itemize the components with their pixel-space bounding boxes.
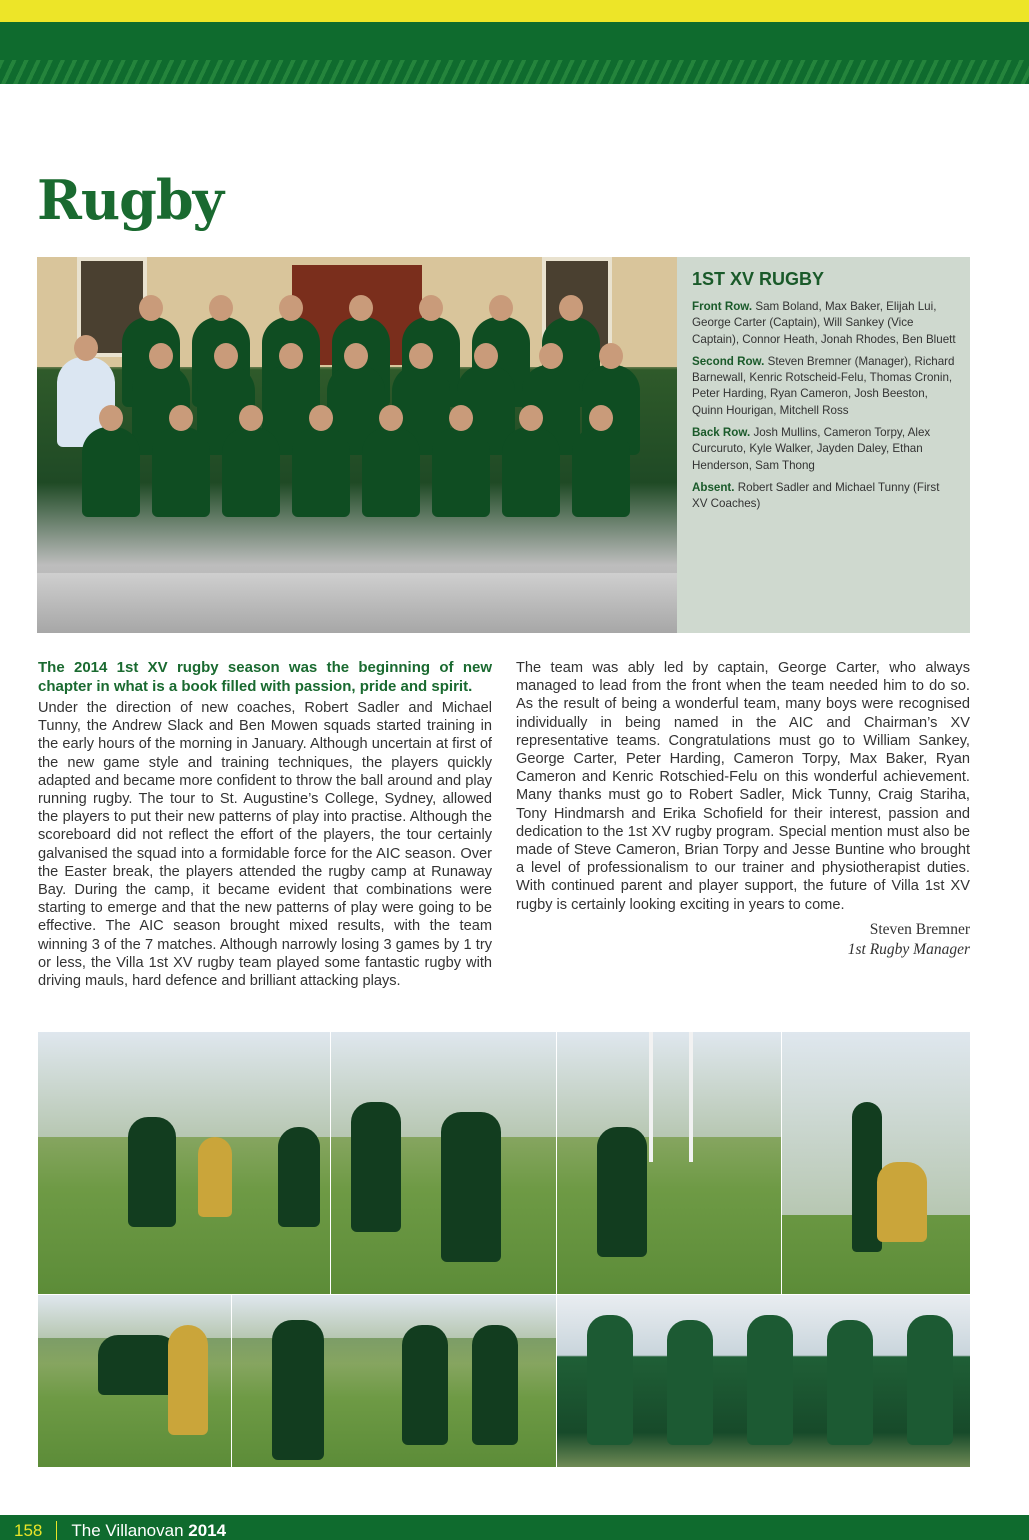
front-row-names: Sam Boland, Max Baker, Elijah Lui, George Carter (Captain), Will Sankey (Vice Captain), Connor Heath, Jonah Rhodes, Ben Bluett: [692, 300, 956, 346]
player-figure: [222, 427, 280, 517]
ball-carrier-figure: [441, 1112, 501, 1262]
article-right-column: [516, 659, 970, 960]
action-photo-4: [782, 1032, 970, 1294]
student-figure: [747, 1315, 793, 1445]
runner-figure: [128, 1117, 176, 1227]
action-photo-6: [232, 1295, 556, 1467]
player-figure: [572, 427, 630, 517]
kicker-figure: [597, 1127, 647, 1257]
player-rows: [57, 317, 657, 577]
runner-figure: [278, 1127, 320, 1227]
player-figure: [272, 1320, 324, 1460]
page-footer: [14, 1521, 226, 1540]
author-name: Steven Bremner: [869, 920, 970, 938]
player-figure: [152, 427, 210, 517]
action-photo-3: [557, 1032, 781, 1294]
player-figure: [82, 427, 140, 517]
absent-names: Robert Sadler and Michael Tunny (First XV Coaches): [692, 480, 940, 511]
opponent-figure: [877, 1162, 927, 1242]
action-photo-2: [331, 1032, 556, 1294]
article-left-body: Under the direction of new coaches, Robert Sadler and Michael Tunny, the Andrew Slack and Ben Mowen squads started training in the early hours of the morning in January. Although uncertain at first of the new game style and training techniques, the players quickly adapted and became more confident to throw the ball around and play running rugby. The tour to St. Augustine’s College, Sydney, allowed the players to put their new patterns of play into practise. Although the scoreboard did not reflect the effort of the players, the tour certainly galvanised the squad into a formidable force for the AIC season. Over the Easter break, the players attended the rugby camp at Runaway Bay. During the camp, it became evident that combinations were starting to emerge and that the new patterns of play were going to be effective. The AIC season brought mixed results, with the team winning 3 of the 7 matches. Although narrowly losing 3 games by 1 try or less, the Villa 1st XV rugby team played some fantastic rugby with driving mauls, hard defence and brilliant attacking plays.: [38, 700, 492, 990]
student-figure: [907, 1315, 953, 1445]
player-figure: [432, 427, 490, 517]
goal-post: [649, 1032, 653, 1162]
page-title: Rugby: [37, 168, 224, 232]
signature-block: [516, 920, 970, 960]
author-role: 1st Rugby Manager: [847, 940, 970, 958]
player-figure: [502, 427, 560, 517]
roster-back-row: [692, 425, 956, 474]
top-green-band: [0, 22, 1029, 84]
player-figure: [402, 1325, 448, 1445]
blazer-group-photo: [557, 1295, 970, 1467]
student-figure: [587, 1315, 633, 1445]
student-figure: [667, 1320, 713, 1445]
roster-heading: 1ST XV RUGBY: [692, 269, 825, 289]
tackle-figure: [98, 1335, 178, 1395]
action-photo-5: [38, 1295, 231, 1467]
opponent-figure: [198, 1137, 232, 1217]
opponent-figure: [168, 1325, 208, 1435]
action-photo-1: [38, 1032, 330, 1294]
roster-second-row: [692, 354, 956, 419]
second-row-names: Steven Bremner (Manager), Richard Barnewall, Kenric Rotscheid-Felu, Thomas Cronin, Peter Harding, Ryan Cameron, Josh Beeston, Quinn Hourigan, Mitchell Ross: [692, 354, 955, 417]
player-figure: [351, 1102, 401, 1232]
publication-name: The Villanovan: [71, 1521, 184, 1540]
player-figure: [292, 427, 350, 517]
stripe-pattern: [0, 60, 1029, 84]
roster-front-row: [692, 299, 956, 348]
student-figure: [827, 1320, 873, 1445]
publication-year: 2014: [188, 1521, 227, 1540]
roster-absent: [692, 480, 956, 513]
article-right-body: The team was ably led by captain, George Carter, who always managed to lead from the front when the team needed him to do so. As the result of being a wonderful team, many boys were recognised individually in being named in the AIC and Chairman’s XV representative teams. Congratulations must go to William Sankey, George Carter, Peter Harding, Cameron Torpy, Max Baker, Ryan Cameron and Kenric Rotschied-Felu on this wonderful achievement. Many thanks must go to Robert Sadler, Mick Tunny, Craig Stariha, Tony Hindmarsh and Erika Schofield for their interest, passion and dedication to the 1st XV rugby program. Special mention must also be made of Steve Cameron, Brian Torpy and Jesse Buntine who brought a level of professionalism to our trainer and physiotherapist duties. With continued parent and player support, the future of Villa 1st XV rugby is certainly looking exciting in years to come.: [516, 660, 970, 913]
player-figure: [472, 1325, 518, 1445]
goal-post: [689, 1032, 693, 1162]
photo-background: [38, 1032, 330, 1137]
back-row-names: Josh Mullins, Cameron Torpy, Alex Curcuruto, Kyle Walker, Jayden Daley, Ethan Henderson, Sam Thong: [692, 426, 931, 472]
photo-background: [557, 1032, 781, 1137]
team-photo: [37, 257, 677, 633]
publication-title: [56, 1521, 226, 1540]
page-number: 158: [14, 1521, 43, 1540]
article-lead: The 2014 1st XV rugby season was the beginning of new chapter in what is a book filled with passion, pride and spirit.: [38, 659, 492, 695]
back-row-label: Back Row.: [692, 426, 751, 440]
player-figure: [362, 427, 420, 517]
roster-panel: [677, 257, 970, 633]
front-row-label: Front Row.: [692, 300, 753, 313]
floor: [37, 573, 677, 633]
article-left-column: [38, 659, 492, 990]
second-row-label: Second Row.: [692, 354, 765, 368]
absent-label: Absent.: [692, 480, 735, 494]
top-yellow-band: [0, 0, 1029, 22]
